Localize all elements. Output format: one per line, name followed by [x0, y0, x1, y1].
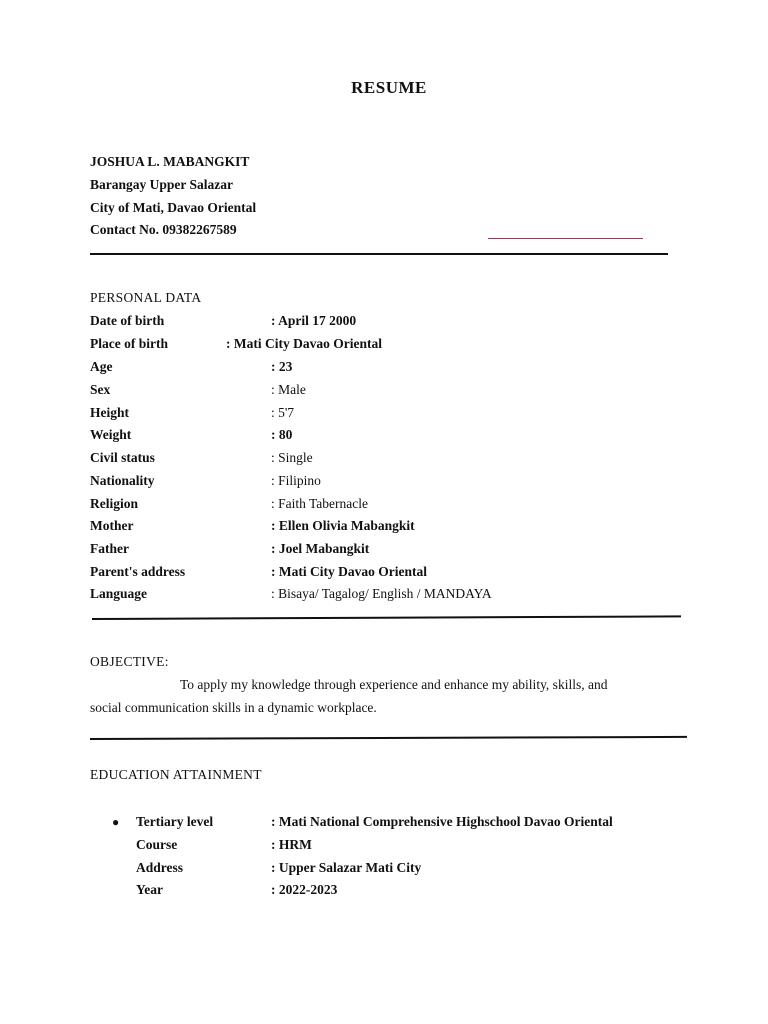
nationality-label: Nationality [90, 473, 155, 488]
pob-label: Place of birth [90, 336, 168, 351]
address-line-1: Barangay Upper Salazar [90, 177, 234, 192]
civil-status-label: Civil status [90, 450, 155, 465]
header-divider [90, 253, 668, 255]
year-label: Year [136, 882, 163, 897]
height-value: : 5'7 [271, 405, 295, 420]
objective-text-line-1: To apply my knowledge through experience and enhance my ability, skills, and [180, 677, 608, 692]
height-label: Height [90, 405, 129, 420]
school-address-label: Address [136, 860, 184, 875]
objective-heading: OBJECTIVE: [90, 654, 169, 669]
year-value: : 2022-2023 [271, 882, 338, 897]
civil-status-value: : Single [271, 450, 313, 465]
bullet-icon: ● [112, 815, 120, 829]
contact-number: Contact No. 09382267589 [90, 222, 237, 237]
education-heading: EDUCATION ATTAINMENT [90, 767, 262, 782]
objective-text-line-2: social communication skills in a dynamic workplace. [90, 700, 377, 715]
tertiary-level-label: Tertiary level [136, 814, 214, 829]
objective-divider [90, 736, 687, 740]
school-address-value: : Upper Salazar Mati City [271, 860, 422, 875]
personal-data-divider [92, 615, 681, 620]
tertiary-level-value: : Mati National Comprehensive Highschool Davao Oriental [271, 814, 613, 829]
course-label: Course [136, 837, 178, 852]
father-label: Father [90, 541, 129, 556]
language-label: Language [90, 586, 148, 601]
religion-label: Religion [90, 496, 139, 511]
parents-address-value: : Mati City Davao Oriental [271, 564, 427, 579]
address-line-2: City of Mati, Davao Oriental [90, 200, 257, 215]
language-value: : Bisaya/ Tagalog/ English / MANDAYA [271, 586, 492, 601]
age-value: : 23 [271, 359, 293, 374]
weight-value: : 80 [271, 427, 293, 442]
nationality-value: : Filipino [271, 473, 321, 488]
sex-label: Sex [90, 382, 111, 397]
pob-value: : Mati City Davao Oriental [226, 336, 382, 351]
mother-value: : Ellen Olivia Mabangkit [271, 518, 415, 533]
accent-underline [488, 238, 643, 239]
mother-label: Mother [90, 518, 134, 533]
sex-value: : Male [271, 382, 306, 397]
age-label: Age [90, 359, 113, 374]
dob-value: : April 17 2000 [271, 313, 357, 328]
parents-address-label: Parent's address [90, 564, 186, 579]
father-value: : Joel Mabangkit [271, 541, 370, 556]
document-title: RESUME [351, 78, 427, 97]
personal-data-heading: PERSONAL DATA [90, 290, 202, 305]
dob-label: Date of birth [90, 313, 165, 328]
applicant-name: JOSHUA L. MABANGKIT [90, 154, 250, 169]
course-value: : HRM [271, 837, 312, 852]
weight-label: Weight [90, 427, 132, 442]
religion-value: : Faith Tabernacle [271, 496, 369, 511]
